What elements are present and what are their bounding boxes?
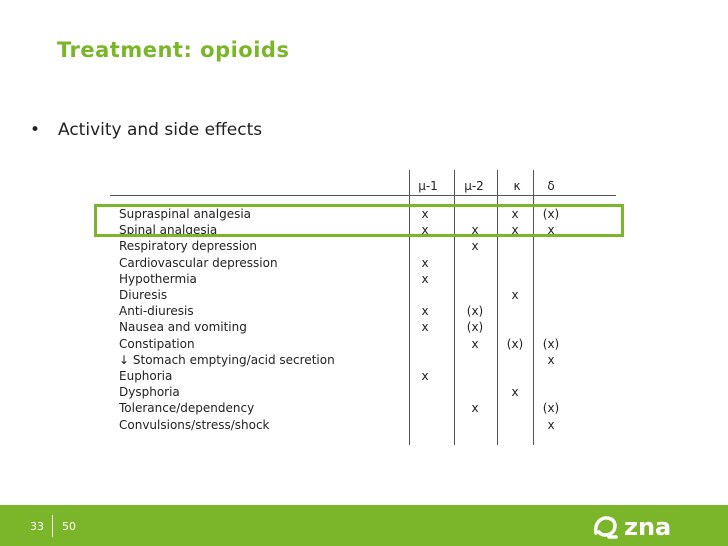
table-row-effect: Spinal analgesia [119,223,218,238]
table-row-effect: Cardiovascular depression [119,255,278,270]
table-cell-delta: x [547,352,555,367]
table-cell-mu1: x [421,255,429,270]
table-row-effect: Convulsions/stress/shock [119,417,270,432]
table-cell-delta: x [547,417,555,432]
table-row-effect: Hypothermia [119,271,197,286]
table-header-rule [110,195,616,196]
table-row-effect: Constipation [119,336,195,351]
table-row-effect: ↓ Stomach emptying/acid secretion [119,352,335,367]
slide-title: Treatment: opioids [57,38,290,62]
table-row-effect: Anti-diuresis [119,304,194,319]
table-row-effect: Supraspinal analgesia [119,207,252,221]
bullet-item [30,120,262,140]
table-cell-kappa: x [511,385,519,400]
table-cell-delta: (x) [542,401,560,416]
table-row-effect: Euphoria [119,369,173,383]
table-cell-kappa: x [511,207,519,221]
analgesia-highlight-box [94,204,624,237]
footer-bar [0,505,728,546]
table-cell-mu1: x [421,304,429,319]
table-cell-mu1: x [421,320,429,335]
table-cell-mu2: (x) [466,320,484,335]
table-cell-mu1: x [421,369,429,383]
table-cell-mu2: x [471,336,479,351]
table-cell-kappa: x [511,223,519,238]
column-header-kappa: κ [513,179,521,193]
table-cell-delta: (x) [542,336,560,351]
table-row-effect: Diuresis [119,288,168,302]
bullet-dot-icon: • [30,120,41,140]
column-header-mu1: μ-1 [418,179,438,193]
table-row-effect: Tolerance/dependency [119,401,255,416]
logo-wordmark: zna [624,513,672,541]
column-header-delta: δ [547,179,555,193]
table-cell-mu2: x [471,401,479,416]
table-row-effect: Dysphoria [119,385,180,400]
table-cell-mu2: x [471,223,479,238]
table-cell-delta: (x) [542,207,560,221]
column-header-mu2: μ-2 [464,179,484,193]
page-total: 50 [62,520,76,533]
table-row-effect: Nausea and vomiting [119,320,247,335]
page-separator [52,515,53,537]
table-cell-mu1: x [421,271,429,286]
table-cell-mu1: x [421,207,429,221]
bullet-text: Activity and side effects [58,120,263,140]
table-cell-delta: x [547,223,555,238]
zna-logo-icon [592,511,702,541]
page-number: 33 [30,520,44,533]
table-cell-mu2: (x) [466,304,484,319]
table-cell-mu2: x [471,239,479,254]
table-cell-mu1: x [421,223,429,238]
table-cell-kappa: x [511,288,519,302]
table-row-effect: Respiratory depression [119,239,258,254]
table-cell-kappa: (x) [506,336,524,351]
